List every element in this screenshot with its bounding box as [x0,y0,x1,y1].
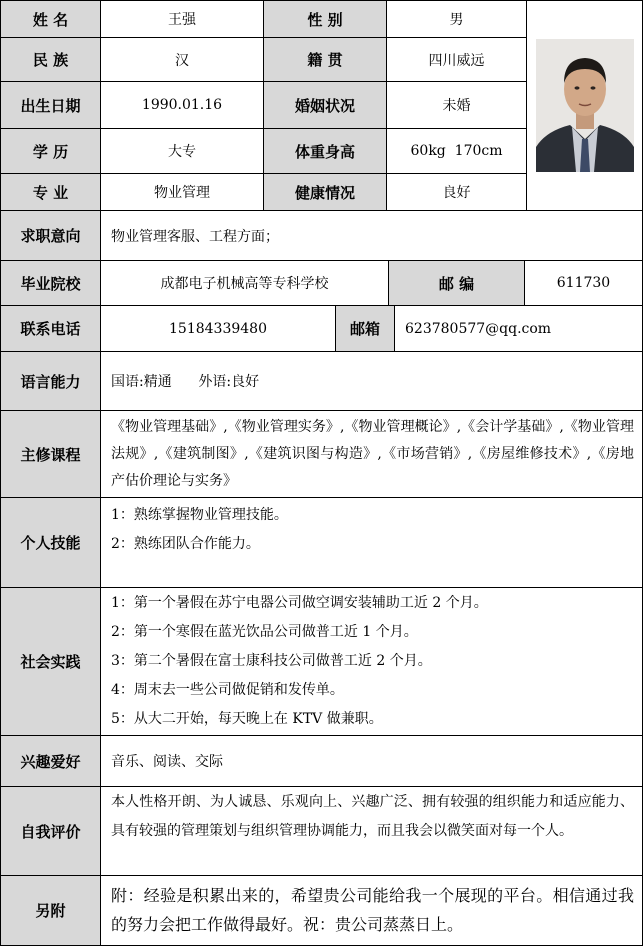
email-value: 623780577@qq.com [394,305,643,352]
major-label: 专 业 [0,173,101,211]
education-value: 大专 [100,128,264,174]
email-label: 邮箱 [335,305,395,352]
profile-photo [536,39,634,172]
school-value: 成都电子机械高等专科学校 [100,260,389,306]
body-label: 体重身高 [263,128,387,174]
school-label: 毕业院校 [0,260,101,306]
ethnicity-value: 汉 [100,37,264,82]
practice-label: 社会实践 [0,587,101,736]
name-value: 王强 [100,0,264,38]
practice-item: 5：从大二开始，每天晚上在 KTV 做兼职。 [111,711,383,727]
courses-label: 主修课程 [0,410,101,498]
gender-label: 性 别 [263,0,387,38]
practice-item: 2：第一个寒假在蓝光饮品公司做普工近 1 个月。 [111,624,418,640]
skills-list [100,497,643,588]
hobby-value: 音乐、阅读、交际 [100,735,643,787]
self-value: 本人性格开朗、为人诚恳、乐观向上、兴趣广泛、拥有较强的组织能力和适应能力、具有较强的管理策划与组织管理协调能力，而且我会以微笑面对每一个人。 [100,786,643,876]
name-label: 姓 名 [0,0,101,38]
birth-value: 1990.01.16 [100,81,264,129]
skills-label: 个人技能 [0,497,101,588]
intent-value: 物业管理客服、工程方面； [100,210,643,261]
zip-value: 611730 [524,260,643,306]
skills-item: 1：熟练掌握物业管理技能。 [111,507,288,523]
health-label: 健康情况 [263,173,387,211]
practice-list [100,587,643,736]
zip-label: 邮 编 [388,260,525,306]
education-label: 学 历 [0,128,101,174]
marital-value: 未婚 [386,81,527,129]
phone-label: 联系电话 [0,305,101,352]
courses-value: 《物业管理基础》,《物业管理实务》,《物业管理概论》,《会计学基础》,《物业管理法规》,《建筑制图》,《建筑识图与构造》,《市场营销》,《房屋维修技术》,《房地产估价理论与实务》 [100,410,643,498]
health-value: 良好 [386,173,527,211]
origin-value: 四川威远 [386,37,527,82]
hobby-label: 兴趣爱好 [0,735,101,787]
photo-cell [526,0,643,211]
practice-item: 1：第一个暑假在苏宁电器公司做空调安装辅助工近 2 个月。 [111,595,488,611]
birth-label: 出生日期 [0,81,101,129]
gender-value: 男 [386,0,527,38]
body-value: 60kg 170cm [386,128,527,174]
practice-item: 4：周末去一些公司做促销和发传单。 [111,682,344,698]
marital-label: 婚姻状况 [263,81,387,129]
major-value: 物业管理 [100,173,264,211]
origin-label: 籍 贯 [263,37,387,82]
skills-item: 2：熟练团队合作能力。 [111,536,260,552]
phone-value: 15184339480 [100,305,336,352]
language-value: 国语:精通 外语:良好 [100,351,643,411]
self-label: 自我评价 [0,786,101,876]
practice-item: 3：第二个暑假在富士康科技公司做普工近 2 个月。 [111,653,432,669]
extra-value: 附：经验是积累出来的，希望贵公司能给我一个展现的平台。相信通过我的努力会把工作做得最好。祝：贵公司蒸蒸日上。 [100,875,643,946]
extra-label: 另附 [0,875,101,946]
ethnicity-label: 民 族 [0,37,101,82]
language-label: 语言能力 [0,351,101,411]
intent-label: 求职意向 [0,210,101,261]
